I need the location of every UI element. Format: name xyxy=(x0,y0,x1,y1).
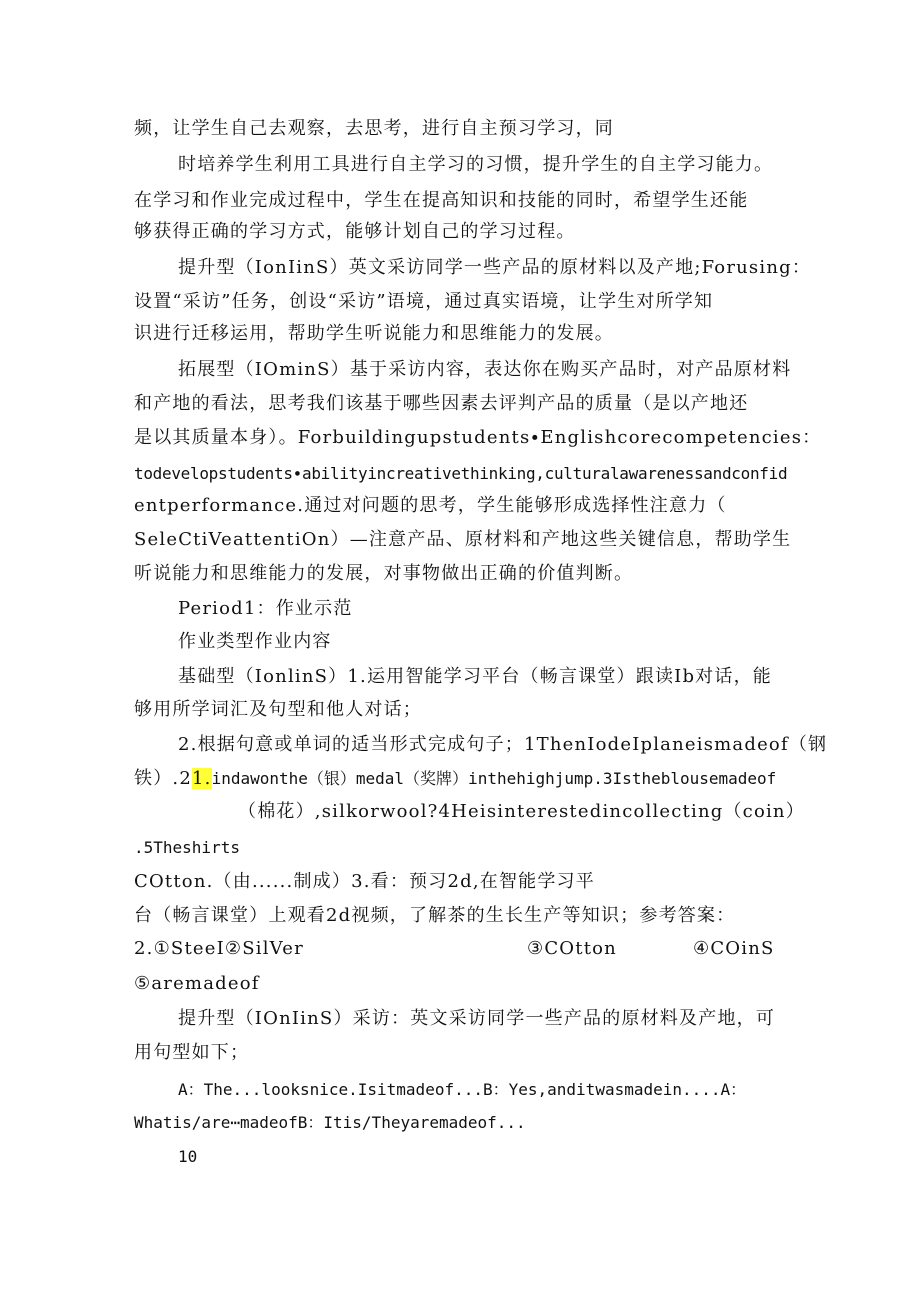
text-line: COtton.（由......制成）3.看：预习2d,在智能学习平 xyxy=(134,871,595,892)
answer-item: ③COtton xyxy=(527,938,617,959)
text-line: 听说能力和思维能力的发展，对事物做出正确的价值判断。 xyxy=(134,563,634,584)
text-line: 在学习和作业完成过程中，学生在提高知识和技能的同时，希望学生还能 xyxy=(134,190,749,211)
text-line: Whatis/are⋯madeofB：Itis/Theyaremadeof... xyxy=(134,1113,526,1132)
text-line: SeleCtiVeattentiOn）—注意产品、原材料和产地这些关键信息，帮助学生 xyxy=(134,529,792,550)
text-line: 频，让学生自己去观察，去思考，进行自主预习学习，同 xyxy=(134,118,614,139)
text-line: 拓展型（IOminS）基于采访内容，表达你在购买产品时，对产品原材料 xyxy=(178,359,792,380)
highlighted-text: 1. xyxy=(191,768,212,789)
text-line: 够获得正确的学习方式，能够计划自己的学习过程。 xyxy=(134,221,576,242)
text-fragment: indawonthe（银）medal（奖牌）inthehighjump.3Istheblousemadeof xyxy=(211,769,777,788)
text-line: entperformance.通过对问题的思考，学生能够形成选择性注意力（ xyxy=(134,495,727,516)
text-line: 2.根据句意或单词的适当形式完成句子；1ThenIodeIplaneismadeof（钢 xyxy=(178,734,828,755)
text-line: 基础型（IonlinS）1.运用智能学习平台（畅言课堂）跟读Ib对话，能 xyxy=(178,666,772,687)
answer-item: 2.①SteeI②SilVer xyxy=(134,938,304,959)
text-line: todevelopstudents∙abilityincreativethinking,culturalawarenessandconfid xyxy=(134,464,788,483)
section-heading: Period1：作业示范 xyxy=(178,598,353,619)
text-line: .5Theshirts xyxy=(134,838,240,857)
answer-item: ⑤aremadeof xyxy=(134,973,260,994)
text-line: 和产地的看法，思考我们该基于哪些因素去评判产品的质量（是以产地还 xyxy=(134,393,749,414)
text-line: 识进行迁移运用，帮助学生听说能力和思维能力的发展。 xyxy=(134,323,614,344)
text-line: 设置“采访”任务，创设“采访”语境，通过真实语境，让学生对所学知 xyxy=(134,291,714,312)
answer-item: ④COinS xyxy=(693,938,775,959)
text-line: A：The...looksnice.Isitmadeof...B：Yes,anditwasmadein....A： xyxy=(178,1080,747,1099)
text-line: （棉花）,silkorwool?4Heisinterestedincollecting（coin） xyxy=(238,801,805,822)
text-line xyxy=(134,767,776,791)
text-line: 时培养学生利用工具进行自主学习的习惯，提升学生的自主学习能力。 xyxy=(178,154,774,175)
text-line: 是以其质量本身）。Forbuildingupstudents∙Englishcorecompetencies： xyxy=(134,427,822,448)
text-line: 够用所学词汇及句型和他人对话； xyxy=(134,699,422,720)
text-line: 用句型如下； xyxy=(134,1042,250,1063)
text-fragment: 铁）.2 xyxy=(134,768,192,789)
table-header: 作业类型作业内容 xyxy=(178,631,332,652)
page-number: 10 xyxy=(178,1147,198,1166)
text-line: 提升型（IOnIinS）采访：英文采访同学一些产品的原材料及产地，可 xyxy=(178,1008,776,1029)
text-line: 提升型（IonIinS）英文采访同学一些产品的原材料以及产地;Forusing： xyxy=(178,257,812,278)
text-line: 台（畅言课堂）上观看2d视频，了解茶的生长生产等知识；参考答案： xyxy=(134,905,736,926)
